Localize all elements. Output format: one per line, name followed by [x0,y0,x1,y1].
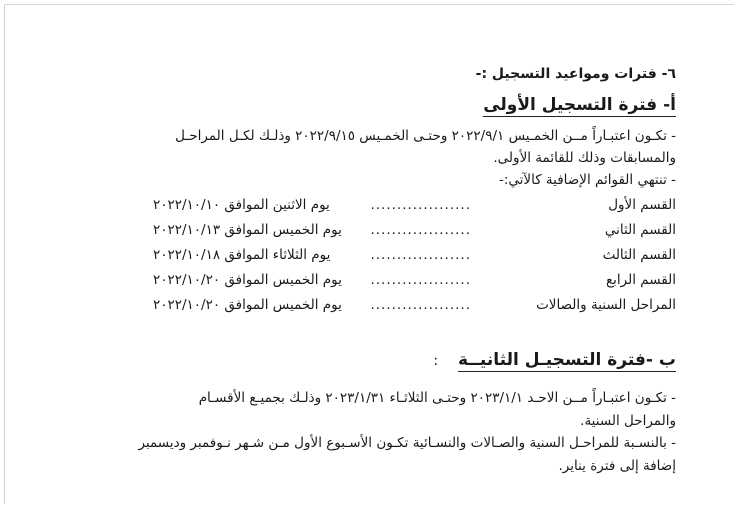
row-dots: ................... [370,247,471,263]
row-dots: ................... [370,222,471,238]
period-one-text-line2: والمسابقات وذلك للقائمة الأولى. [493,150,676,166]
period-two-title [433,348,676,373]
period-one-title-text: أ- فترة التسجيل الأولى [483,95,676,115]
row-label: القسم الأول [608,197,676,213]
row-date: يوم الاثنين الموافق ٢٠٢٢/١٠/١٠ [153,197,330,213]
period-two-colon: : [433,353,439,369]
document-page [4,4,734,504]
row-label: القسم الثاني [604,222,676,238]
period-one-text-line1: - تكـون اعتبـاراً مــن الخمـيس ٢٠٢٢/٩/١ وحتـى الخمـيس ٢٠٢٢/٩/١٥ وذلـك لكـل المراحـل [175,128,676,144]
schedule-row [153,245,676,265]
period-two-text-line2: والمراحل السنية. [580,413,676,429]
schedule-row [153,270,676,290]
row-dots: ................... [370,297,471,313]
period-two-text-line4: إضافة إلى فترة يناير. [558,458,676,474]
lists-intro: - تنتهي القوائم الإضافية كالآتي:- [498,172,676,188]
schedule-row [153,195,676,215]
section-heading: ٦- فترات ومواعيد التسجيل :- [475,66,676,82]
schedule-row [153,295,676,315]
row-dots: ................... [370,197,471,213]
row-label: القسم الثالث [602,247,676,263]
row-label: القسم الرابع [605,272,676,288]
period-two-text-line3: - بالنسـبة للمراحـل السنية والصـالات والنسـائية تكـون الأسـبوع الأول مـن شـهر نـوفمبر وديسمبر [138,435,676,451]
row-date: يوم الثلاثاء الموافق ٢٠٢٢/١٠/١٨ [153,247,331,263]
row-date: يوم الخميس الموافق ٢٠٢٢/١٠/٢٠ [153,297,342,313]
schedule-row [153,220,676,240]
row-date: يوم الخميس الموافق ٢٠٢٢/١٠/١٣ [153,222,342,238]
row-date: يوم الخميس الموافق ٢٠٢٢/١٠/٢٠ [153,272,342,288]
period-two-text-line1: - تكـون اعتبـاراً مــن الاحـد ٢٠٢٣/١/١ وحتـى الثلاثـاء ٢٠٢٣/١/٣١ وذلـك بجميـع الأقسـام [198,390,676,406]
row-dots: ................... [370,272,471,288]
row-label: المراحل السنية والصالات [536,297,676,313]
period-one-title [483,93,676,117]
period-two-title-text: ب -فترة التسجيـل الثانيــة [458,350,676,370]
